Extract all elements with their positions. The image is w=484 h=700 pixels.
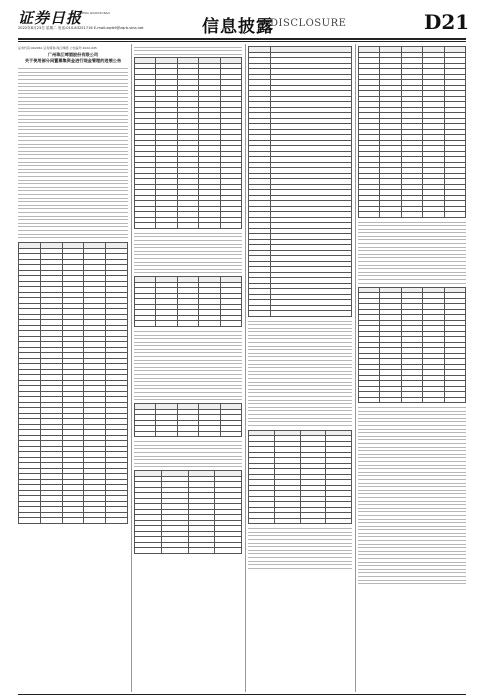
column-3 (248, 44, 352, 692)
column-2-intro (134, 47, 242, 55)
history-table-2 (358, 287, 466, 404)
column-3-body (248, 321, 352, 426)
product-table-4 (134, 403, 242, 437)
history-table-1 (358, 46, 466, 218)
column-divider (355, 44, 356, 692)
announcement-title: 关于使用部分闲置募集资金进行现金管理的进展公告 (24, 58, 122, 64)
column-4-body-2 (358, 407, 466, 584)
column-4-body-1 (358, 222, 466, 284)
logo-subtitle: ZHENG QUAN RI BAO (78, 11, 110, 15)
column-2 (134, 44, 242, 692)
announcement-code-line: 证券代码:002461 证券简称:珠江啤酒 公告编号:2022-045 (18, 46, 97, 50)
column-3-footer (248, 528, 352, 569)
product-table-1 (18, 242, 128, 524)
product-table-2 (134, 57, 242, 229)
masthead-rule (18, 38, 466, 40)
financial-table (248, 430, 352, 525)
newspaper-logo: 证券日报 (18, 9, 83, 27)
disclosure-table-1 (248, 46, 352, 317)
masthead-rule-thin (18, 41, 466, 42)
column-divider (245, 44, 246, 692)
column-2-body-3 (134, 441, 242, 467)
column-2-body-2 (134, 331, 242, 400)
footer-rule (18, 694, 466, 695)
announcement-body (18, 68, 128, 238)
product-table-3 (134, 276, 242, 327)
masthead (0, 0, 484, 44)
risk-table (134, 470, 242, 554)
section-subtitle: DISCLOSURE (270, 18, 347, 29)
section-title: 信息披露 (202, 17, 274, 37)
column-divider (131, 44, 132, 692)
column-1 (18, 44, 128, 692)
page-number: D21 (424, 10, 470, 34)
announcement-company: 广州珠江啤酒股份有限公司 (47, 52, 99, 58)
issue-date-line: 2022年8月23日 星期二 电话:010-83251716 E-mail:zqrb9@zqrb.sina.net (18, 26, 144, 30)
column-2-body-1 (134, 233, 242, 274)
column-4 (358, 44, 466, 692)
